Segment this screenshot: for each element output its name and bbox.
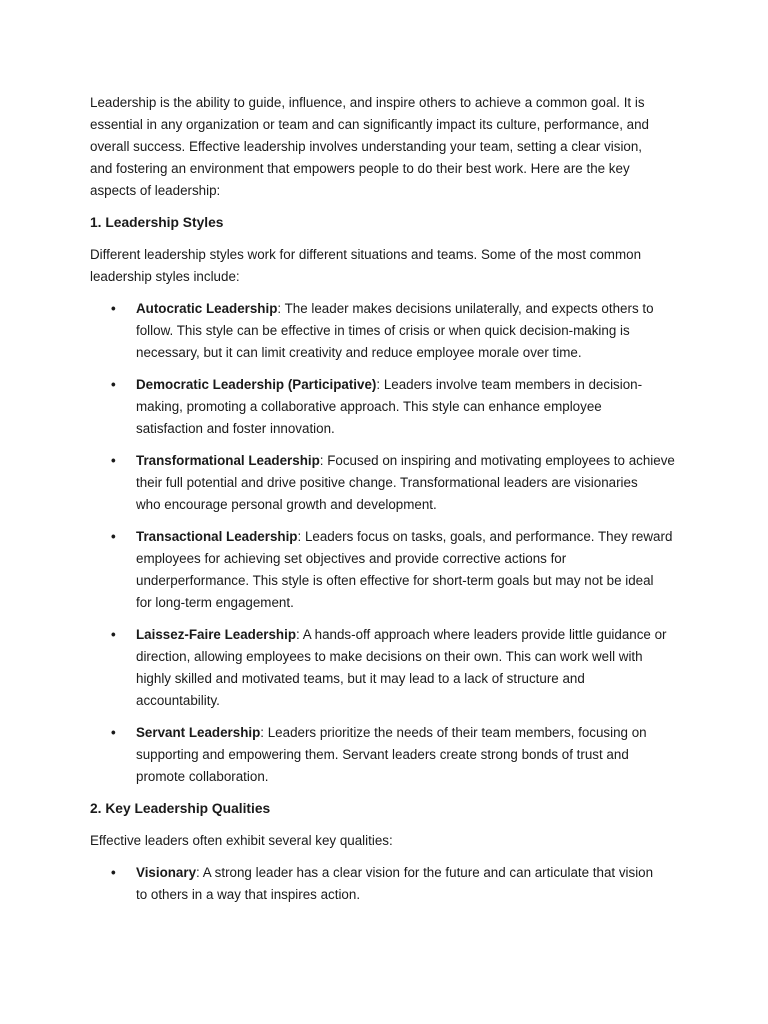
section-heading-key-qualities: 2. Key Leadership Qualities (90, 801, 271, 816)
section-lead-paragraph: Different leadership styles work for different situations and teams. Some of the most common leadership styles include: (90, 247, 642, 284)
bullet-icon: • (111, 529, 116, 544)
list-item: • Autocratic Leadership: The leader makes decisions unilaterally, and expects others to follow. This style can be effective in times of crisis or when quick decision-making is necessary, but it can limit creativity and reduce employee morale over time. (90, 298, 690, 364)
list-item: • Democratic Leadership (Participative): Leaders involve team members in decision- making, promoting a collaborative approach. This style can enhance employee satisfaction and foster innovation. (90, 374, 690, 440)
list-item-term: Visionary (136, 865, 197, 880)
section-lead-paragraph: Effective leaders often exhibit several key qualities: (90, 833, 393, 848)
bullet-icon: • (111, 453, 116, 468)
list-item: • Laissez-Faire Leadership: A hands-off approach where leaders provide little guidance or direction, allowing employees to make decisions on their own. This can work well with highly skilled and motivated teams, but it may lead to a lack of structure and accountability. (90, 624, 690, 712)
key-qualities-list (90, 862, 690, 906)
list-item: • Visionary: A strong leader has a clear vision for the future and can articulate that vision to others in a way that inspires action. (90, 862, 690, 906)
bullet-icon: • (111, 725, 116, 740)
list-item-term: Laissez-Faire Leadership (136, 627, 297, 642)
bullet-icon: • (111, 627, 116, 642)
list-item-term: Servant Leadership (136, 725, 261, 740)
document-page (90, 92, 690, 916)
intro-paragraph: Leadership is the ability to guide, influence, and inspire others to achieve a common goal. It is essential in any organization or team and can significantly impact its culture, performance, and overall success. Effective leadership involves understanding your team, setting a clear vision, and fostering an environment that empowers people to do their best work. Here are the key aspects of leadership: (90, 95, 649, 198)
section-heading-leadership-styles: 1. Leadership Styles (90, 215, 224, 230)
list-item: • Servant Leadership: Leaders prioritize the needs of their team members, focusing on supporting and empowering them. Servant leaders create strong bonds of trust and promote collaboration. (90, 722, 690, 788)
bullet-icon: • (111, 377, 116, 392)
list-item-term: Transactional Leadership (136, 529, 298, 544)
list-item-term: Democratic Leadership (Participative) (136, 377, 377, 392)
leadership-styles-list (90, 298, 690, 788)
bullet-icon: • (111, 865, 116, 880)
list-item: • Transformational Leadership: Focused on inspiring and motivating employees to achieve their full potential and drive positive change. Transformational leaders are visionaries who encourage personal growth and development. (90, 450, 690, 516)
list-item-term: Autocratic Leadership (136, 301, 278, 316)
list-item-term: Transformational Leadership (136, 453, 320, 468)
bullet-icon: • (111, 301, 116, 316)
list-item: • Transactional Leadership: Leaders focus on tasks, goals, and performance. They reward employees for achieving set objectives and provide corrective actions for underperformance. This style is often effective for short-term goals but may not be ideal for long-term engagement. (90, 526, 690, 614)
